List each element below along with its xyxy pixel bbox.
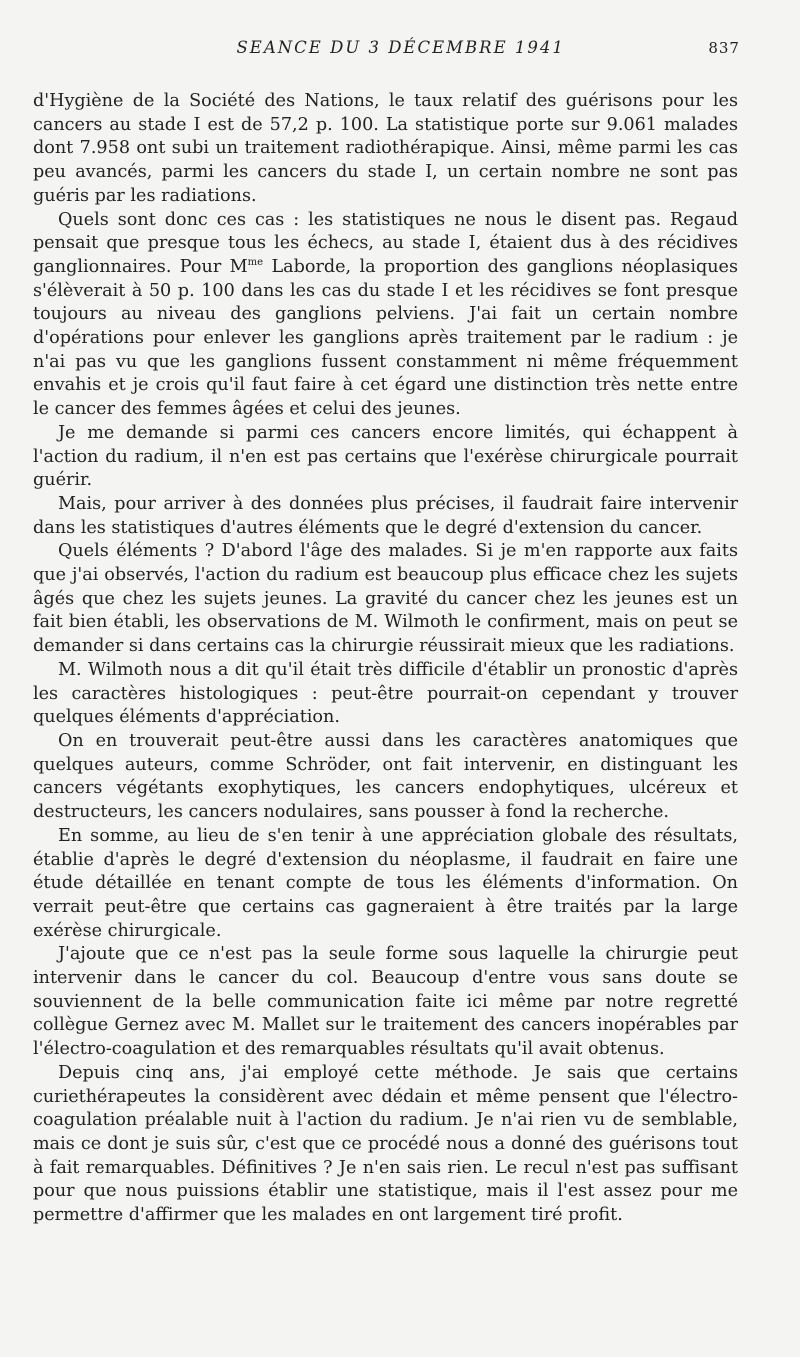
paragraph-10: Depuis cinq ans, j'ai employé cette méthode. Je sais que certains curiethérapeutes la considèrent avec dédain et même pensent que l'électro-coagulation préalable nuit à l'action du radium. Je n'ai rien vu de semblable, mais ce dont je suis sûr, c'est que ce procédé nous a donné des guérisons tout à fait remarquables. Définitives ? Je n'en sais rien. Le recul n'est pas suffisant pour que nous puissions établir une statistique, mais il l'est assez pour me permettre d'affirmer que les malades en ont largement tiré profit. — [33, 1062, 738, 1226]
paragraph-4: Mais, pour arriver à des données plus précises, il faudrait faire intervenir dans les statistiques d'autres éléments que le degré d'extension du cancer. — [33, 493, 738, 538]
paragraph-3: Je me demande si parmi ces cancers encore limités, qui échappent à l'action du radium, il n'en est pas certains que l'exérèse chirurgicale pourrait guérir. — [33, 422, 738, 491]
page-number: 837 — [708, 39, 740, 57]
paragraph-7: On en trouverait peut-être aussi dans les caractères anatomiques que quelques auteurs, comme Schröder, ont fait intervenir, en distinguant les cancers végétants exophytiques, les cancers endophytiques, ulcéreux et destructeurs, les cancers nodulaires, sans pousser à fond la recherche. — [33, 730, 738, 823]
header-title: SEANCE DU 3 DÉCEMBRE 1941 — [236, 38, 565, 57]
body-text — [33, 90, 738, 1228]
running-header — [33, 38, 738, 72]
paragraph-2-part-2: Laborde, la proportion des ganglions néoplasiques s'élèverait à 50 p. 100 dans les cas du stade I et les récidives se font presque toujours au niveau des ganglions pelviens. J'ai fait un certain nombre d'opérations pour enlever les ganglions après traitement par le radium : je n'ai pas vu que les ganglions fussent constamment ni même fréquemment envahis et je crois qu'il faut faire à cet égard une distinction très nette entre le cancer des femmes âgées et celui des jeunes. — [33, 256, 738, 420]
paragraph-6: M. Wilmoth nous a dit qu'il était très difficile d'établir un pronostic d'après les caractères histologiques : peut-être pourrait-on cependant y trouver quelques éléments d'appréciation. — [33, 659, 738, 728]
paragraph-2 — [33, 209, 738, 422]
madame-superscript: me — [247, 257, 264, 269]
paragraph-1: d'Hygiène de la Société des Nations, le taux relatif des guérisons pour les cancers au stade I est de 57,2 p. 100. La statistique porte sur 9.061 malades dont 7.958 ont subi un traitement radiothérapique. Ainsi, même parmi les cas peu avancés, parmi les cancers du stade I, un certain nombre ne sont pas guéris par les radiations. — [33, 91, 738, 206]
paragraph-9: J'ajoute que ce n'est pas la seule forme sous laquelle la chirurgie peut intervenir dans le cancer du col. Beaucoup d'entre vous sans doute se souviennent de la belle communication faite ici même par notre regretté collègue Gernez avec M. Mallet sur le traitement des cancers inopérables par l'électro-coagulation et des remarquables résultats qu'il avait obtenus. — [33, 944, 738, 1060]
paragraph-8: En somme, au lieu de s'en tenir à une appréciation globale des résultats, établie d'après le degré d'extension du néoplasme, il faudrait en faire une étude détaillée en tenant compte de tous les éléments d'information. On verrait peut-être que certains cas gagneraient à être traités par la large exérèse chirurgicale. — [33, 825, 738, 941]
paragraph-5: Quels éléments ? D'abord l'âge des malades. Si je m'en rapporte aux faits que j'ai observés, l'action du radium est beaucoup plus efficace chez les sujets âgés que chez les sujets jeunes. La gravité du cancer chez les jeunes est un fait bien établi, les observations de M. Wilmoth le confirment, mais on peut se demander si dans certains cas la chirurgie réussirait mieux que les radiations. — [33, 541, 738, 657]
paragraph-2-part-1: Quels sont donc ces cas : les statistiques ne nous le disent pas. Regaud pensait que presque tous les échecs, au stade I, étaient dus à des récidives ganglionnaires. Pour M — [33, 209, 738, 277]
